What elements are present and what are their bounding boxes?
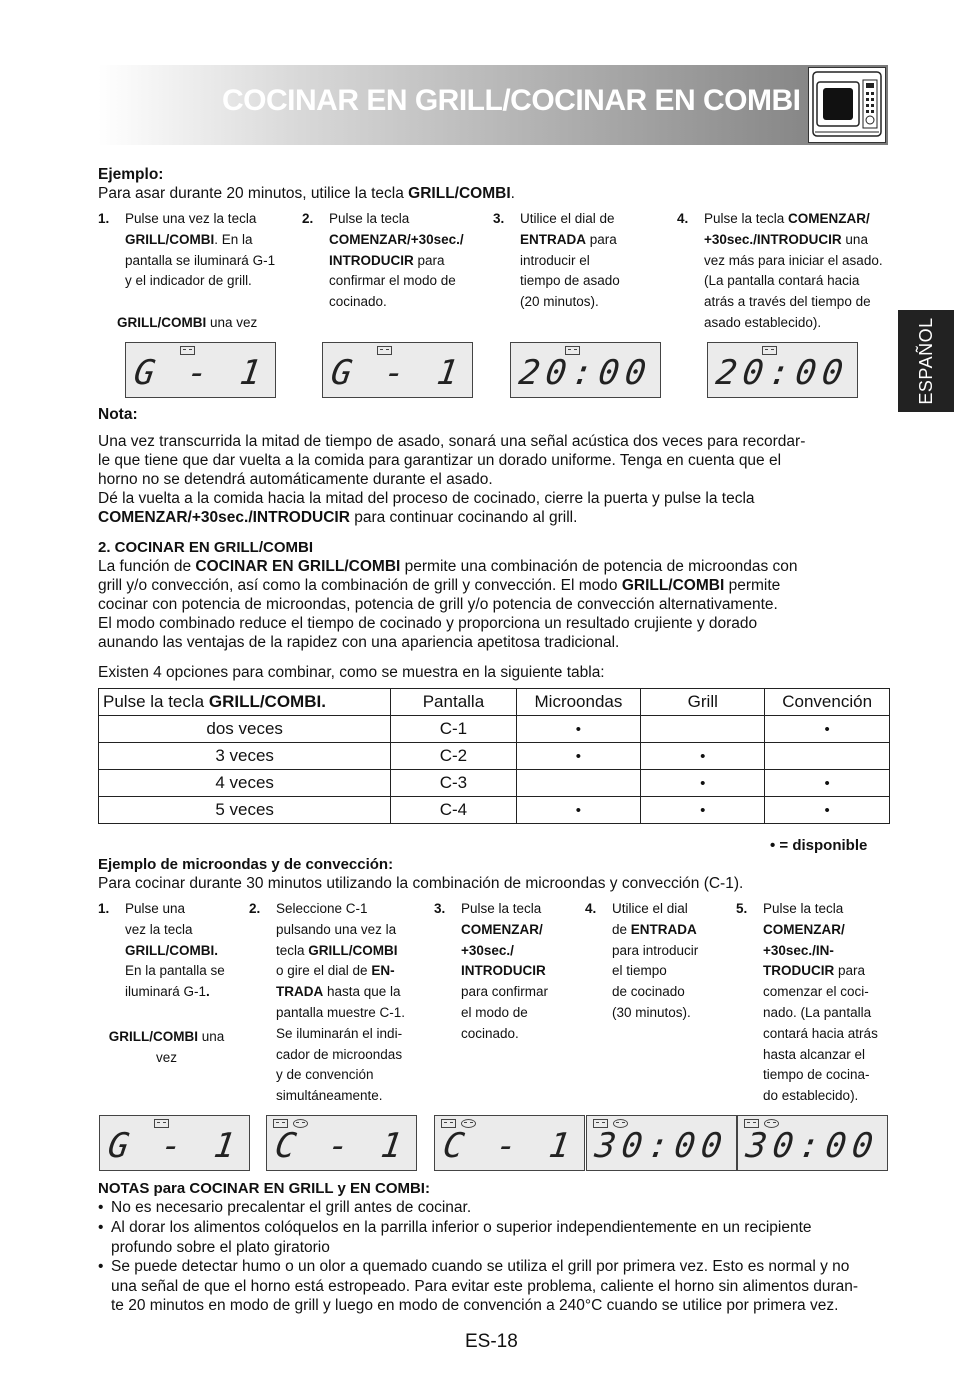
key-caption: GRILL/COMBI una vez [117, 315, 258, 330]
table-cell: • [641, 797, 765, 824]
example2-intro: Para cocinar durante 30 minutos utilizando la combinación de microondas y convección (C-1). [98, 875, 744, 892]
table-header-row [99, 689, 890, 716]
table-header-cell: Grill [641, 689, 765, 716]
lcd-display: 20:00 [510, 342, 661, 398]
table-header-cell: Pantalla [391, 689, 516, 716]
page-title: COCINAR EN GRILL/COCINAR EN COMBI [222, 84, 801, 117]
key-caption: GRILL/COMBI una vez [108, 1029, 225, 1065]
table-row [99, 797, 890, 824]
table-row [99, 716, 890, 743]
table-header-cell: Convención [765, 689, 890, 716]
table-cell: C-4 [391, 797, 516, 824]
example2-heading: Ejemplo de microondas y de convección: [98, 856, 394, 873]
table-cell [765, 743, 890, 770]
page-number: ES-18 [465, 1331, 518, 1352]
options-intro: Existen 4 opciones para combinar, como se muestra en la siguiente tabla: [98, 664, 605, 681]
table-row [99, 743, 890, 770]
lcd-display: 30:00 [586, 1115, 737, 1171]
table-cell: • [765, 797, 890, 824]
table-cell: C-2 [391, 743, 516, 770]
table-row [99, 770, 890, 797]
table-cell: • [765, 716, 890, 743]
table-header-cell: Pulse la tecla GRILL/COMBI. [99, 689, 391, 716]
note-heading: Nota: [98, 406, 138, 423]
table-cell: • [641, 770, 765, 797]
language-tab-label: ESPAÑOL [915, 317, 936, 405]
lcd-display: C - 1 [266, 1115, 417, 1171]
example-heading: Ejemplo: [98, 166, 164, 183]
table-legend: • = disponible [770, 837, 868, 854]
lcd-display: C - 1 [434, 1115, 585, 1171]
microwave-icon [808, 67, 886, 143]
table-cell: • [516, 743, 641, 770]
lcd-display: G - 1 [99, 1115, 250, 1171]
lcd-display: G - 1 [322, 342, 473, 398]
note-text: Una vez transcurrida la mitad de tiempo de asado, sonará una señal acústica dos veces para recordar- le que tiene que dar vuelta a la comida para garantizar un dorado uniforme. Tenga en cuenta que el horno no se detendrá automáticamente durante el asado. Dé la vuelta a la comida hacia la mitad del proceso de cocinado, cierre la puerta y pulse la tecla COMENZAR/+30sec./INTRODUCIR para continuar cocinando al grill. [98, 433, 806, 526]
section-heading: 2. COCINAR EN GRILL/COMBI [98, 539, 314, 556]
list-item: • Se puede detectar humo o un olor a quemado cuando se utiliza el grill por primera vez. Esto es normal y no una señal de que el horno está estropeado. Para evitar este problema, caliente el horno sin alimentos duran- te 20 minutos en modo de grill y luego en modo de convención a 240°C cuando se utilice por primera vez. [98, 1258, 859, 1314]
lcd-display: 20:00 [707, 342, 858, 398]
table-cell [516, 770, 641, 797]
section-text: La función de COCINAR EN GRILL/COMBI permite una combinación de potencia de microondas con grill y/o convección, así como la combinación de grill y convección. El modo GRILL/COMBI permite cocinar con potencia de microondas, potencia de grill y/o potencia de convección alternativamente. El modo combinado reduce el tiempo de cocinado y proporciona un resultado crujiente y dorado aunando las ventajas de la rapidez con una apariencia apetitosa tradicional. [98, 558, 798, 651]
lcd-display: G - 1 [125, 342, 276, 398]
combination-table [98, 688, 890, 824]
table-cell [641, 716, 765, 743]
table-cell: • [516, 797, 641, 824]
table-cell: dos veces [99, 716, 391, 743]
table-cell: • [516, 716, 641, 743]
table-cell: 4 veces [99, 770, 391, 797]
lcd-display: 30:00 [737, 1115, 888, 1171]
list-item: • No es necesario precalentar el grill antes de cocinar. [98, 1199, 472, 1216]
list-item: • Al dorar los alimentos colóquelos en la parrilla inferior o superior independientemente en un recipiente profundo sobre el plato giratorio [98, 1219, 812, 1256]
table-cell: C-3 [391, 770, 516, 797]
notes-heading: NOTAS para COCINAR EN GRILL y EN COMBI: [98, 1180, 430, 1197]
language-tab [898, 310, 954, 412]
table-cell: 3 veces [99, 743, 391, 770]
table-cell: • [641, 743, 765, 770]
example-intro: Para asar durante 20 minutos, utilice la tecla GRILL/COMBI. [98, 185, 515, 202]
table-cell: C-1 [391, 716, 516, 743]
table-cell: • [765, 770, 890, 797]
table-cell: 5 veces [99, 797, 391, 824]
table-header-cell: Microondas [516, 689, 641, 716]
